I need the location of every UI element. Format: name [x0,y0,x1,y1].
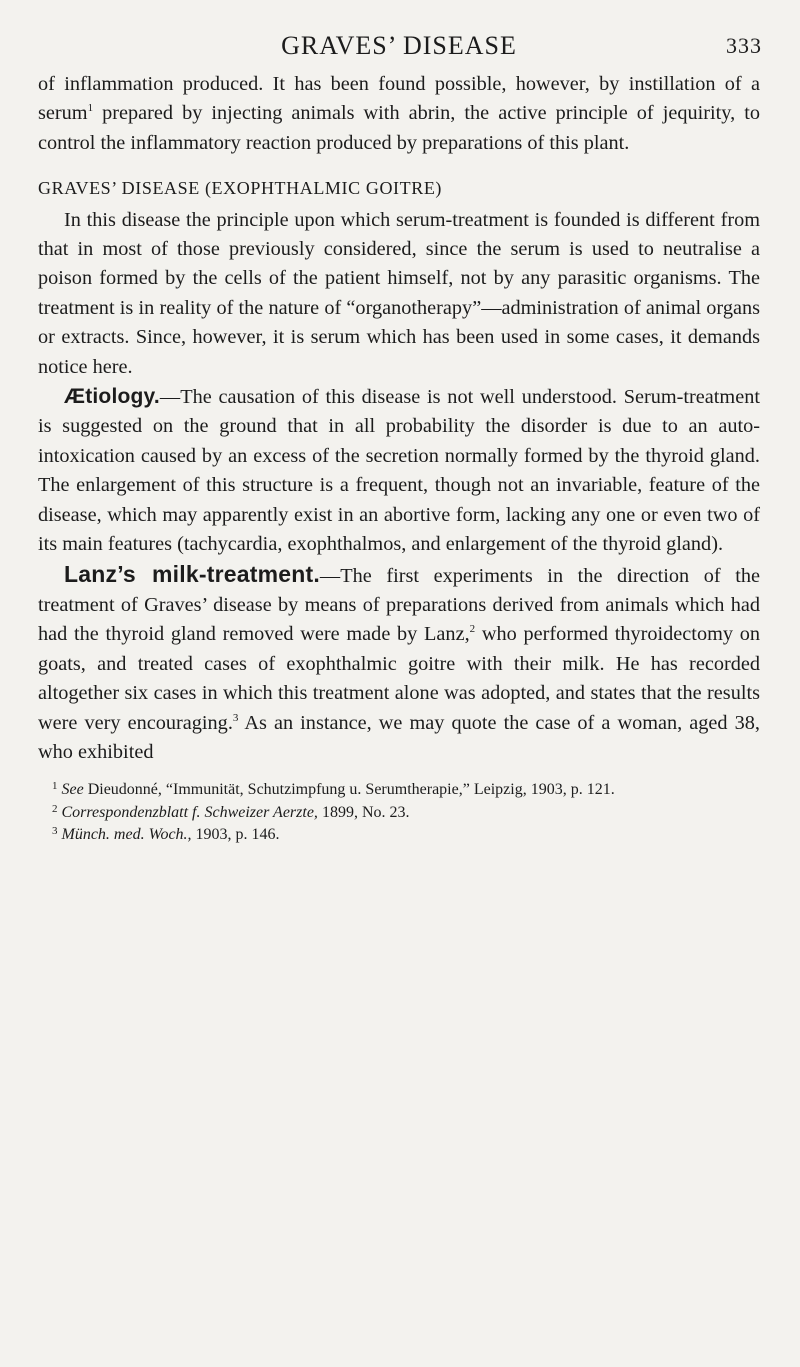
footnote-2 [38,802,760,825]
paragraph-intro: In this disease the principle upon which serum-treatment is founded is different from that in most of those previously considered, since the serum is used to neutralise a poison formed by the cells of the patient himself, not by any parasitic organisms. The treatment is in reality of the nature of “organotherapy”—administration of animal organs or extracts. Since, however, it is serum which has been used in some cases, it demands notice here. [38,208,760,378]
footnote-italic: See [61,781,84,799]
footnote-marker: 1 [52,780,58,793]
paragraph-aetiology-text: —The causation of this disease is not well understood. Serum-treatment is suggested on the ground that in all probability the disorder is due to an auto-intoxication caused by an excess of the secretion normally formed by the thyroid gland. The enlargement of this structure is a frequent, though not an invariable, feature of the disease, which may apparently exist in an abortive form, lacking any one or even two of its main features (tachycardia, exophthalmos, and enlargement of the thyroid gland). [38,386,760,556]
running-header [38,28,760,64]
footnote-ref-1[interactable]: 1 [87,102,94,115]
run-in-heading-aetiology: Ætiology. [64,385,160,409]
paragraph-1-text-b: prepared by injecting animals with abrin, the active principle of jequirity, to control the inflammatory reaction produced by preparations of this plant. [38,102,760,154]
footnote-ref-2[interactable]: 2 [469,623,476,636]
footnote-marker: 3 [52,825,58,838]
footnote-text: 1899, No. 23. [317,803,410,821]
paragraph-1-text-a: of inflammation produced. It has been found possible, however, by instillation of a serum [38,73,760,125]
paragraph-lanz [38,560,760,768]
page-number: 333 [726,33,762,58]
footnotes [38,779,760,847]
paragraph-lanz-text-a: —The first experiments in the direction of the treatment of Graves’ disease by means of preparations derived from animals which had had the thyroid gland removed were made by Lanz, [38,564,761,646]
footnote-text: Dieudonné, “Immunität, Schutzimpfung u. Serumtherapie,” Leipzig, 1903, p. 121. [83,781,615,799]
section-heading: GRAVES’ DISEASE (EXOPHTHALMIC GOITRE) [38,178,443,199]
paragraph-continued [38,70,760,158]
paragraph-lanz-text-b: who performed thyroidectomy on goats, and treated cases of exophthalmic goitre with their milk. He has recorded altogether six cases in which this treatment alone was adopted, and states that the results were very encouraging. [38,623,760,734]
paragraph-lanz-text-c: As an instance, we may quote the case of a woman, aged 38, who exhibited [38,711,760,763]
paragraph-aetiology [38,382,760,559]
footnote-italic: Correspondenzblatt f. Schweizer Aerzte, [61,803,318,821]
footnote-italic: Münch. med. Woch., [61,826,192,844]
footnote-1 [38,779,760,802]
book-page [38,28,760,847]
running-title: GRAVES’ DISEASE [281,31,517,60]
footnote-marker: 2 [52,802,58,815]
footnote-3 [38,824,760,847]
footnote-text: 1903, p. 146. [191,826,280,844]
run-in-heading-lanz: Lanz’s milk-treatment. [64,560,320,587]
footnote-ref-3[interactable]: 3 [232,711,239,724]
